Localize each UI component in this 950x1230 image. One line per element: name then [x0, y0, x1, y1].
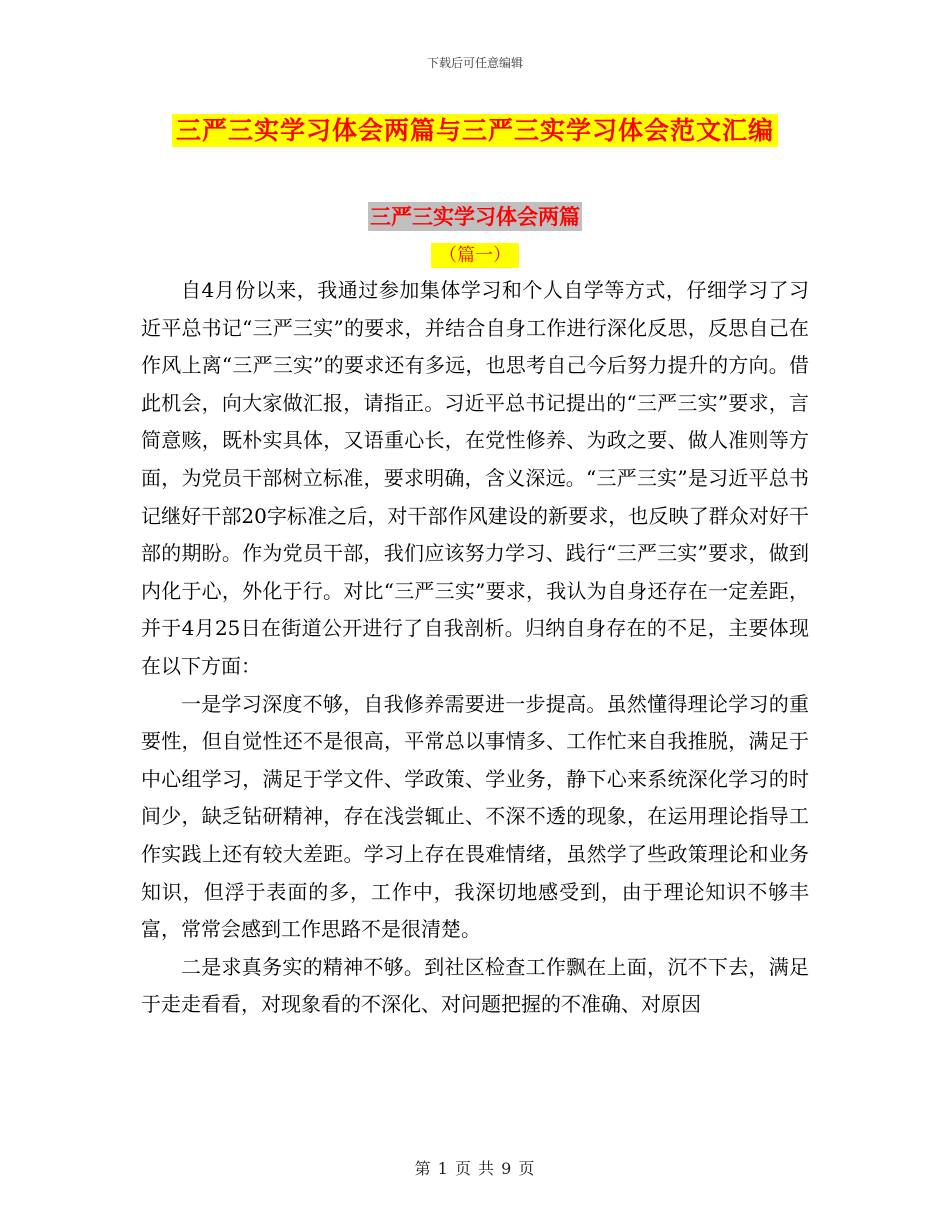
document-title — [0, 112, 950, 150]
body-text — [141, 272, 809, 1024]
document-title-text: 三严三实学习体会两篇与三严三实学习体会范文汇编 — [172, 114, 778, 147]
paragraph: 二是求真务实的精神不够。到社区检查工作飘在上面，沉不下去，满足于走走看看，对现象看的不深化、对问题把握的不准确、对原因 — [141, 954, 809, 1017]
paragraph: 自4月份以来，我通过参加集体学习和个人自学等方式，仔细学习了习近平总书记“三严三实”的要求，并结合自身工作进行深化反思，反思自己在作风上离“三严三实”的要求还有多远，也思考自己今后努力提升的方向。借此机会，向大家做汇报，请指正。习近平总书记提出的“三严三实”要求，言简意赅，既朴实具体，又语重心长，在党性修养、为政之要、做人准则等方面，为党员干部树立标准，要求明确，含义深远。“三严三实”是习近平总书记继好干部20字标准之后，对干部作风建设的新要求，也反映了群众对好干部的期盼。作为党员干部，我们应该努力学习、践行“三严三实”要求，做到内化于心，外化于行。对比“三严三实”要求，我认为自身还存在一定差距，并于4月25日在街道公开进行了自我剖析。归纳自身存在的不足，主要体现在以下方面： — [141, 278, 809, 678]
section-title-text: 三严三实学习体会两篇 — [370, 204, 580, 229]
page-footer: 第 1 页 共 9 页 — [414, 1159, 536, 1178]
section-title — [0, 202, 950, 232]
part-label-text: （篇一） — [431, 243, 519, 268]
header-note: 下载后可任意编辑 — [426, 56, 523, 70]
part-label — [0, 243, 950, 269]
paragraph: 一是学习深度不够，自我修养需要进一步提高。虽然懂得理论学习的重要性，但自觉性还不是很高，平常总以事情多、工作忙来自我推脱，满足于中心组学习，满足于学文件、学政策、学业务，静下心来系统深化学习的时间少，缺乏钻研精神，存在浅尝辄止、不深不透的现象，在运用理论指导工作实践上还有较大差距。学习上存在畏难情绪，虽然学了些政策理论和业务知识，但浮于表面的多，工作中，我深切地感受到，由于理论知识不够丰富，常常会感到工作思路不是很清楚。 — [141, 691, 809, 942]
